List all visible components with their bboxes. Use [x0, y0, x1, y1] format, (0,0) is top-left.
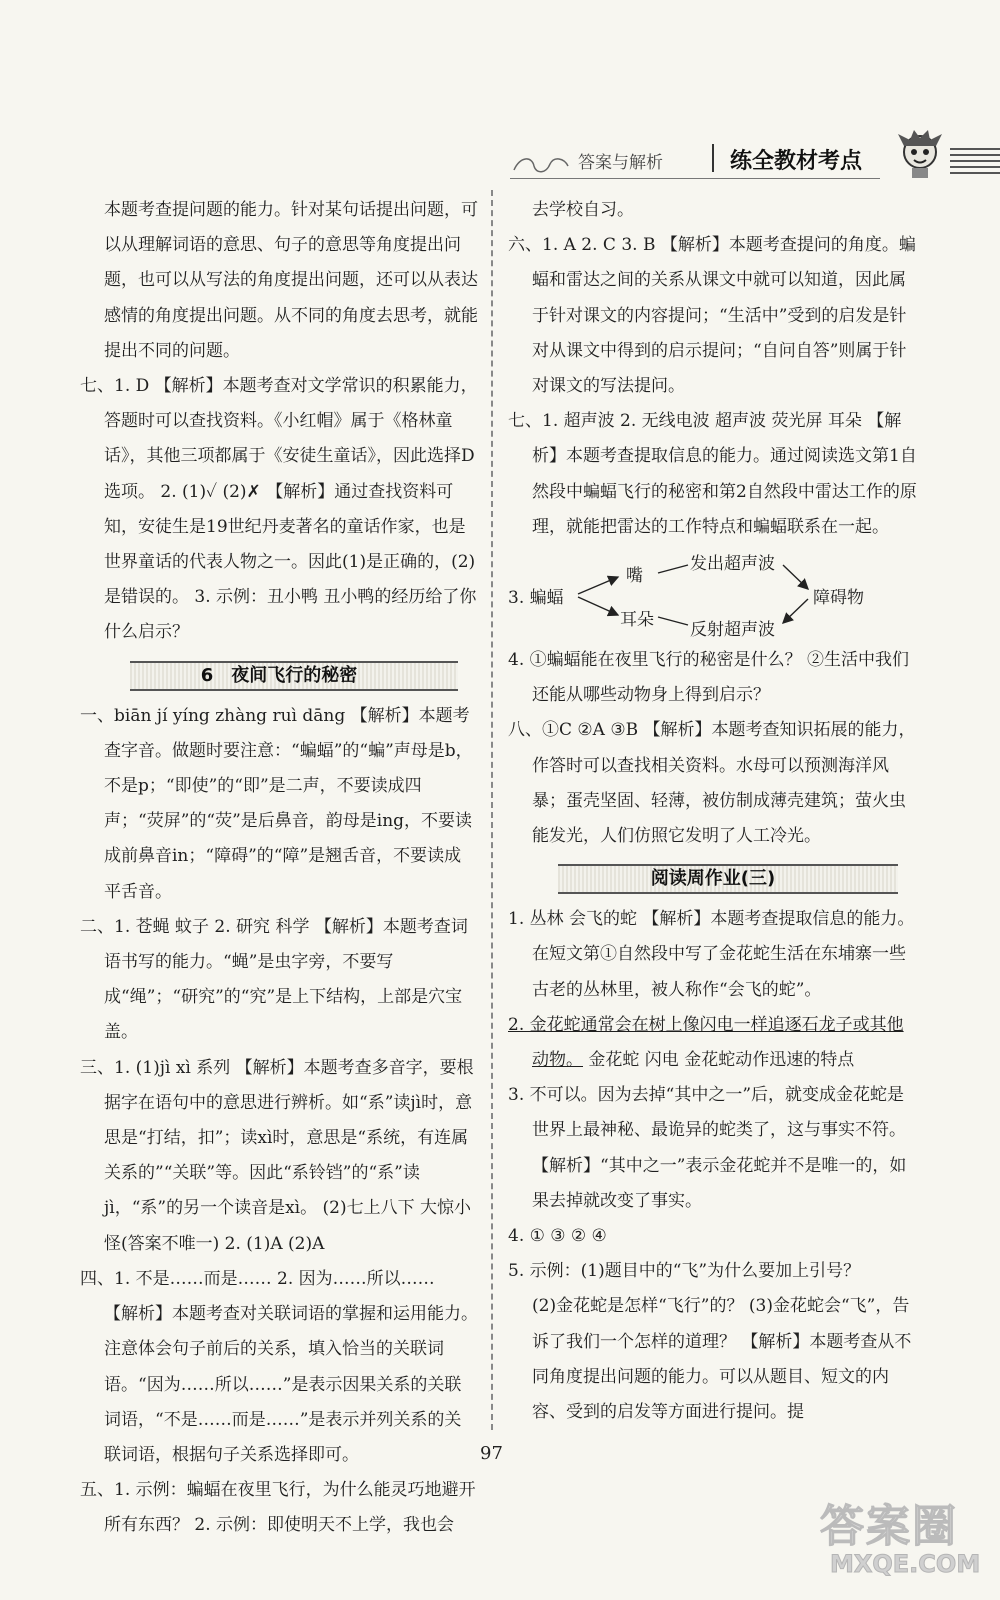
watermark-main-text: 答案圈	[820, 1501, 958, 1552]
answer-paragraph: 二、1. 苍蝇 蚊子 2. 研究 科学 【解析】本题考查词语书写的能力。“蝇”是虫字旁，不要写成“绳”；“研究”的“究”是上下结构，上部是穴宝盖。	[80, 916, 468, 1043]
column-divider	[491, 190, 493, 1430]
underlined-answer: 2. 金花蛇通常会在树上像闪电一样追逐石龙子或其他动物。	[508, 1014, 904, 1071]
section-heading-text: 6 夜间飞行的秘密	[200, 664, 358, 686]
answer-paragraph: 3. 不可以。因为去掉“其中之一”后，就变成金花蛇是世界上最神秘、最诡异的蛇类了，这与事实不符。 【解析】“其中之一”表示金花蛇并不是唯一的，如果去掉就改变了事实。	[508, 1085, 907, 1211]
page-header	[510, 140, 990, 184]
answer-paragraph: 五、1. 示例：蝙蝠在夜里飞行，为什么能灵巧地避开所有东西？ 2. 示例：即使明天不上学，我也会	[80, 1480, 476, 1536]
right-column	[508, 193, 918, 1430]
answer-paragraph: 【解析】本题考查对关联词语的掌握和运用能力。注意体会句子前后的关系，填入恰当的关联词语。“因为……所以……”是表示因果关系的关联词语，“不是……而是……”是表示并列关系的关联词语，根据句子关系选择即可。	[104, 1304, 478, 1465]
answer-paragraph: 四、1. 不是……而是…… 2. 因为……所以……	[80, 1268, 435, 1289]
section-heading-text: 阅读周作业(三)	[650, 868, 776, 890]
diagram-ear-label: 耳朵	[620, 610, 654, 631]
header-section-label: 答案与解析	[578, 153, 663, 173]
answer-paragraph: 七、1. D 【解析】本题考查对文学常识的积累能力，答题时可以查找资料。《小红帽》属于《格林童话》，其他三项都属于《安徒生童话》，因此选择D选项。 2. (1)✓ (2)✗ 【解析】通过查找资料可知，安徒生是19世纪丹麦著名的童话作家，也是世界童话的代表人物之一。因此(1)是正确的，(2)是错误的。 3. 示例：丑小鸭 丑小鸭的经历给了你什么启示？	[80, 376, 478, 643]
section-heading	[80, 655, 478, 697]
answer-paragraph: 一、biān jí yíng zhàng ruì dāng 【解析】本题考查字音。做题时要注意：“蝙蝠”的“蝙”声母是b，不是p；“即使”的“即”是二声，不要读成四声；“荧屏”的“荧”是后鼻音，韵母是ing，不要读成前鼻音in；“障碍”的“障”是翘舌音，不要读成平舌音。	[80, 705, 473, 902]
answer-paragraph: 4. ①蝙蝠能在夜里飞行的秘密是什么？ ②生活中我们还能从哪些动物身上得到启示？	[508, 650, 910, 706]
header-rule	[510, 178, 880, 179]
diagram-obstacle-label: 障碍物	[813, 588, 864, 609]
watermark-url-text: MXQE.COM	[830, 1550, 981, 1578]
answer-paragraph: 七、1. 超声波 2. 无线电波 超声波 荧光屏 耳朵 【解析】本题考查提取信息的能力。通过阅读选文第1自然段中蝙蝠飞行的秘密和第2自然段中雷达工作的原理，就能把雷达的工作特点和蝙蝠联系在一起。	[508, 411, 917, 537]
left-column	[80, 193, 478, 1544]
answer-paragraph: (2)金花蛇是怎样“飞行”的？ (3)金花蛇会“飞”，告诉了我们一个怎样的道理？ 【解析】本题考查从不同角度提出问题的能力。可以从题目、短文的内容、受到的启发等方面进行提问。提	[532, 1296, 912, 1423]
answer-paragraph: 六、1. A 2. C 3. B 【解析】本题考查提问的角度。蝙蝠和雷达之间的关系从课文中就可以知道，因此属于针对课文的内容提问；“生活中”受到的启发是针对从课文中得到的启示提问；“自问自答”则属于针对课文的写法提问。	[508, 235, 916, 397]
diagram-reflect-label: 反射超声波	[690, 620, 775, 641]
diagram-emit-label: 发出超声波	[690, 554, 775, 575]
diagram-bat-label: 3. 蝙蝠	[508, 588, 564, 609]
header-stripes	[950, 148, 1000, 178]
answer-paragraph: 三、1. (1)jì xì 系列 【解析】本题考查多音字，要根据字在语句中的意思进行辨析。如“系”读jì时，意思是“打结，扣”；读xì时，意思是“系统，有连属关系的”“关联”等。因此“系铃铛”的“系”读jì，“系”的另一个读音是xì。 (2)七上八下 大惊小怪(答案不唯一) 2. (1)A (2)A	[80, 1057, 474, 1254]
header-separator	[712, 144, 714, 172]
answer-paragraph: 八、①C ②A ③B 【解析】本题考查知识拓展的能力，作答时可以查找相关资料。水母可以预测海洋风暴；蛋壳坚固、轻薄，被仿制成薄壳建筑；萤火虫能发光，人们仿照它发明了人工冷光。	[508, 720, 916, 847]
answer-paragraph: 1. 丛林 会飞的蛇 【解析】本题考查提取信息的能力。在短文第①自然段中写了金花蛇生活在东埔寨一些古老的丛林里，被人称作“会飞的蛇”。	[508, 909, 915, 1000]
answer-paragraph: 去学校自习。	[532, 200, 634, 220]
header-book-title: 练全教材考点	[730, 149, 863, 174]
watermark-logo	[820, 1490, 990, 1590]
mascot-icon	[890, 128, 950, 180]
answer-paragraph: 本题考查提问题的能力。针对某句话提出问题，可以从理解词语的意思、句子的意思等角度提出问题，也可以从写法的角度提出问题，还可以从表达感情的角度提出问题。从不同的角度去思考，就能提出不同的问题。	[104, 200, 478, 361]
answer-paragraph	[508, 1008, 918, 1078]
answer-paragraph: 5. 示例：(1)题目中的“飞”为什么要加上引号？	[508, 1261, 861, 1282]
bat-echolocation-diagram	[508, 549, 918, 639]
answer-text: 金花蛇 闪电 金花蛇动作迅速的特点	[583, 1050, 855, 1071]
page-number: 97	[480, 1443, 503, 1464]
answer-paragraph: 4. ① ③ ② ④	[508, 1226, 607, 1247]
diagram-mouth-label: 嘴	[626, 566, 643, 587]
swirl-ornament-icon	[510, 152, 570, 178]
section-heading	[508, 858, 918, 900]
